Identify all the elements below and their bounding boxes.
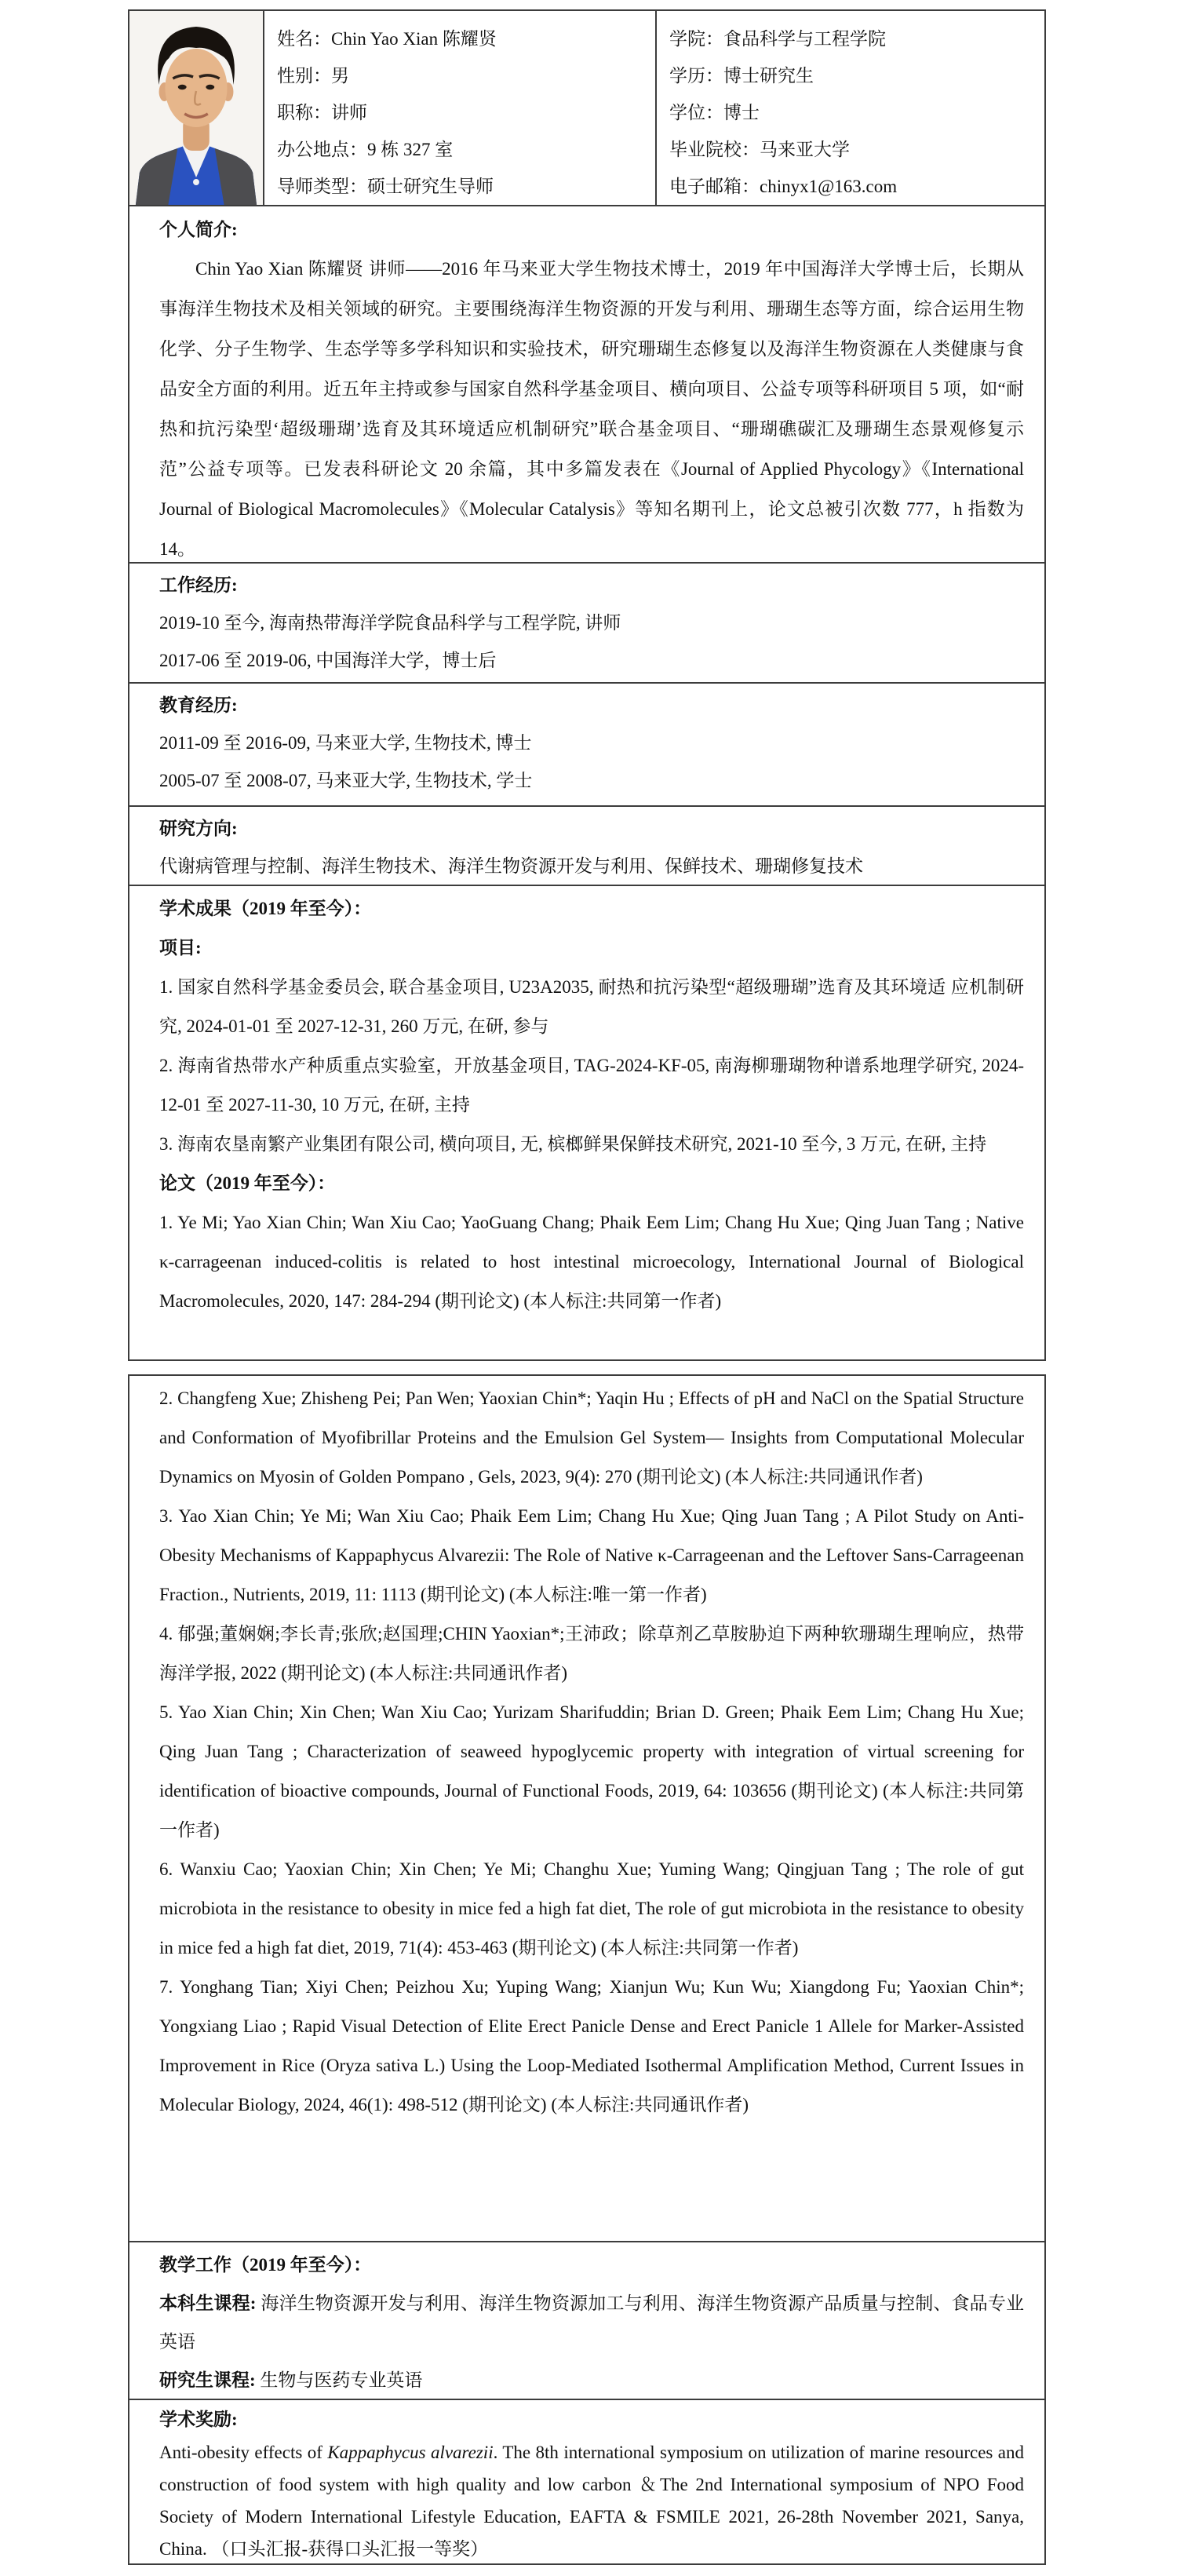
undergrad-courses-value: 海洋生物资源开发与利用、海洋生物资源加工与利用、海洋生物资源产品质量与控制、食品专业英语 xyxy=(159,2293,1025,2352)
section-research-directions xyxy=(128,805,1046,886)
research-directions-title: 研究方向: xyxy=(159,819,238,838)
section-papers-continued xyxy=(128,1374,1046,2242)
field-degree xyxy=(669,94,1044,131)
projects-title: 项目: xyxy=(159,938,202,958)
field-college-value: 食品科学与工程学院 xyxy=(723,29,886,49)
profile-header-table xyxy=(128,9,1046,206)
field-office-value: 9 栋 327 室 xyxy=(367,140,454,159)
award-text-after: . The 8th international symposium on utilization of marine resources and construction of food system with high quality and low carbon ＆The 2nd International symposium of NPO Food Society of Modern International Lifestyle Education, EAFTA & FSMILE 2021, 26-28th November 2021, Sanya, China. （口头汇报-获得口头汇报一等奖） xyxy=(159,2443,1024,2559)
field-gender-label: 性别： xyxy=(277,66,331,86)
section-teaching xyxy=(128,2241,1046,2400)
papers-title: 论文（2019 年至今）： xyxy=(159,1173,336,1193)
education-item: 2005-07 至 2008-07, 马来亚大学, 生物技术, 学士 xyxy=(159,771,533,790)
field-title-label: 职称： xyxy=(277,103,331,122)
personal-intro-title: 个人简介: xyxy=(159,220,238,239)
field-office xyxy=(277,131,655,168)
work-experience-item: 2019-10 至今, 海南热带海洋学院食品科学与工程学院, 讲师 xyxy=(159,613,621,633)
field-title-value: 讲师 xyxy=(331,103,367,122)
academic-achievements-title: 学术成果（2019 年至今）： xyxy=(159,899,372,918)
field-gender-value: 男 xyxy=(331,66,349,86)
section-academic-achievements xyxy=(128,885,1046,1361)
field-supervisor-type xyxy=(277,168,655,205)
field-alma-mater-label: 毕业院校： xyxy=(669,140,760,159)
paper-item: 1. Ye Mi; Yao Xian Chin; Wan Xiu Cao; YaoGuang Chang; Phaik Eem Lim; Chang Hu Xue; Qing Juan Tang ; Native κ-carrageenan induced-colitis is related to host intestinal microecology, International Journal of Biological Macromolecules, 2020, 147: 284-294 (期刊论文) (本人标注:共同第一作者) xyxy=(159,1213,1024,1311)
education-title: 教育经历: xyxy=(159,695,238,715)
portrait-photo-icon xyxy=(129,11,263,205)
education-item: 2011-09 至 2016-09, 马来亚大学, 生物技术, 博士 xyxy=(159,733,532,753)
field-degree-value: 博士 xyxy=(723,103,760,122)
paper-item: 6. Wanxiu Cao; Yaoxian Chin; Xin Chen; Ye Mi; Changhu Xue; Yuming Wang; Qingjuan Tang ; The role of gut microbiota in the resistance to obesity in mice fed a high fat diet, The role of gut microbiota in the resistance to obesity in mice fed a high fat diet, 2019, 71(4): 453-463 (期刊论文) (本人标注:共同第一作者) xyxy=(159,1859,1024,1958)
field-email-label: 电子邮箱： xyxy=(669,177,760,196)
profile-photo xyxy=(129,11,264,205)
project-item: 3. 海南农垦南繁产业集团有限公司, 横向项目, 无, 槟榔鲜果保鲜技术研究, 2021-10 至今, 3 万元, 在研, 主持 xyxy=(159,1134,987,1154)
field-email xyxy=(669,168,1044,205)
research-directions-text: 代谢病管理与控制、海洋生物技术、海洋生物资源开发与利用、保鲜技术、珊瑚修复技术 xyxy=(159,856,863,876)
section-personal-intro xyxy=(128,205,1046,564)
academic-awards-title: 学术奖励: xyxy=(159,2410,238,2429)
section-education xyxy=(128,682,1046,807)
work-experience-title: 工作经历: xyxy=(159,575,238,595)
work-experience-item: 2017-06 至 2019-06, 中国海洋大学，博士后 xyxy=(159,651,497,670)
field-name xyxy=(277,20,655,57)
section-academic-awards xyxy=(128,2399,1046,2565)
field-degree-label: 学位： xyxy=(669,103,723,122)
award-item xyxy=(159,2436,1024,2565)
section-work-experience xyxy=(128,562,1046,684)
undergrad-courses xyxy=(159,2284,1024,2361)
teaching-title: 教学工作（2019 年至今）： xyxy=(159,2255,372,2275)
field-supervisor-type-label: 导师类型： xyxy=(277,177,367,196)
field-supervisor-type-value: 硕士研究生导师 xyxy=(367,177,494,196)
grad-courses xyxy=(159,2361,1024,2399)
project-item: 2. 海南省热带水产种质重点实验室，开放基金项目, TAG-2024-KF-05, 南海柳珊瑚物种谱系地理学研究, 2024-12-01 至 2027-11-30, 10 万元, 在研, 主持 xyxy=(159,1056,1024,1115)
paper-item: 2. Changfeng Xue; Zhisheng Pei; Pan Wen; Yaoxian Chin*; Yaqin Hu ; Effects of pH and NaCl on the Spatial Structure and Conformation of Myofibrillar Proteins and the Emulsion Gel System— Insights from Computational Molecular Dynamics on Myosin of Golden Pompano , Gels, 2023, 9(4): 270 (期刊论文) (本人标注:共同通讯作者) xyxy=(159,1388,1024,1487)
field-alma-mater-value: 马来亚大学 xyxy=(760,140,850,159)
field-gender xyxy=(277,57,655,94)
paper-item: 5. Yao Xian Chin; Xin Chen; Wan Xiu Cao; Yurizam Sharifuddin; Brian D. Green; Phaik Eem Lim; Chang Hu Xue; Qing Juan Tang ; Characterization of seaweed hypoglycemic property with integration of virtual screening for identification of bioactive compounds, Journal of Functional Foods, 2019, 64: 103656 (期刊论文) (本人标注:共同第一作者) xyxy=(159,1702,1024,1840)
field-title xyxy=(277,94,655,131)
award-species-italic: Kappaphycus alvarezii xyxy=(327,2443,494,2462)
profile-fields-left xyxy=(264,11,657,205)
profile-fields-right xyxy=(657,11,1044,205)
award-text-before: Anti-obesity effects of xyxy=(159,2443,328,2462)
paper-item: 7. Yonghang Tian; Xiyi Chen; Peizhou Xu; Yuping Wang; Xianjun Wu; Kun Wu; Xiangdong Fu; Yaoxian Chin*; Yongxiang Liao ; Rapid Visual Detection of Elite Erect Panicle Dense and Erect Panicle 1 Allele for Marker-Assisted Improvement in Rice (Oryza sativa L.) Using the Loop-Mediated Isothermal Amplification Method, Current Issues in Molecular Biology, 2024, 46(1): 498-512 (期刊论文) (本人标注:共同通讯作者) xyxy=(159,1977,1024,2114)
field-college-label: 学院： xyxy=(669,29,723,49)
field-alma-mater xyxy=(669,131,1044,168)
undergrad-courses-label: 本科生课程: xyxy=(159,2293,261,2313)
field-education-level xyxy=(669,57,1044,94)
field-college xyxy=(669,20,1044,57)
project-item: 1. 国家自然科学基金委员会, 联合基金项目, U23A2035, 耐热和抗污染型“超级珊瑚”选育及其环境适 应机制研究, 2024-01-01 至 2027-12-31, 260 万元, 在研, 参与 xyxy=(159,977,1024,1036)
field-name-label: 姓名： xyxy=(277,29,331,49)
field-education-level-value: 博士研究生 xyxy=(723,66,814,86)
field-office-label: 办公地点： xyxy=(277,140,367,159)
paper-item: 4. 郁强;董娴娴;李长青;张欣;赵国理;CHIN Yaoxian*;王沛政；除草剂乙草胺胁迫下两种软珊瑚生理响应，热带海洋学报, 2022 (期刊论文) (本人标注:共同通讯作者) xyxy=(159,1624,1024,1683)
field-email-value: chinyx1@163.com xyxy=(760,177,898,196)
field-education-level-label: 学历： xyxy=(669,66,723,86)
grad-courses-label: 研究生课程: xyxy=(159,2370,261,2390)
paper-item: 3. Yao Xian Chin; Ye Mi; Wan Xiu Cao; Phaik Eem Lim; Chang Hu Xue; Qing Juan Tang ; A Pilot Study on Anti-Obesity Mechanisms of Kappaphycus Alvarezii: The Role of Native κ-Carrageenan and the Leftover Sans-Carrageenan Fraction., Nutrients, 2019, 11: 1113 (期刊论文) (本人标注:唯一第一作者) xyxy=(159,1506,1024,1604)
grad-courses-value: 生物与医药专业英语 xyxy=(260,2370,423,2390)
personal-intro-paragraph: Chin Yao Xian 陈耀贤 讲师——2016 年马来亚大学生物技术博士，2019 年中国海洋大学博士后，长期从事海洋生物技术及相关领域的研究。主要围绕海洋生物资源的开发与利用、珊瑚生态等方面，综合运用生物化学、分子生物学、生态学等多学科知识和实验技术，研究珊瑚生态修复以及海洋生物资源在人类健康与食品安全方面的利用。近五年主持或参与国家自然科学基金项目、横向项目、公益专项等科研项目 5 项，如“耐热和抗污染型‘超级珊瑚’选育及其环境适应机制研究”联合基金项目、“珊瑚礁碳汇及珊瑚生态景观修复示范”公益专项等。已发表科研论文 20 余篇，其中多篇发表在《Journal of Applied Phycology》《International Journal of Biological Macromolecules》《Molecular Catalysis》等知名期刊上，论文总被引次数 777，h 指数为 14。 xyxy=(159,259,1024,559)
field-name-value: Chin Yao Xian 陈耀贤 xyxy=(331,29,497,49)
